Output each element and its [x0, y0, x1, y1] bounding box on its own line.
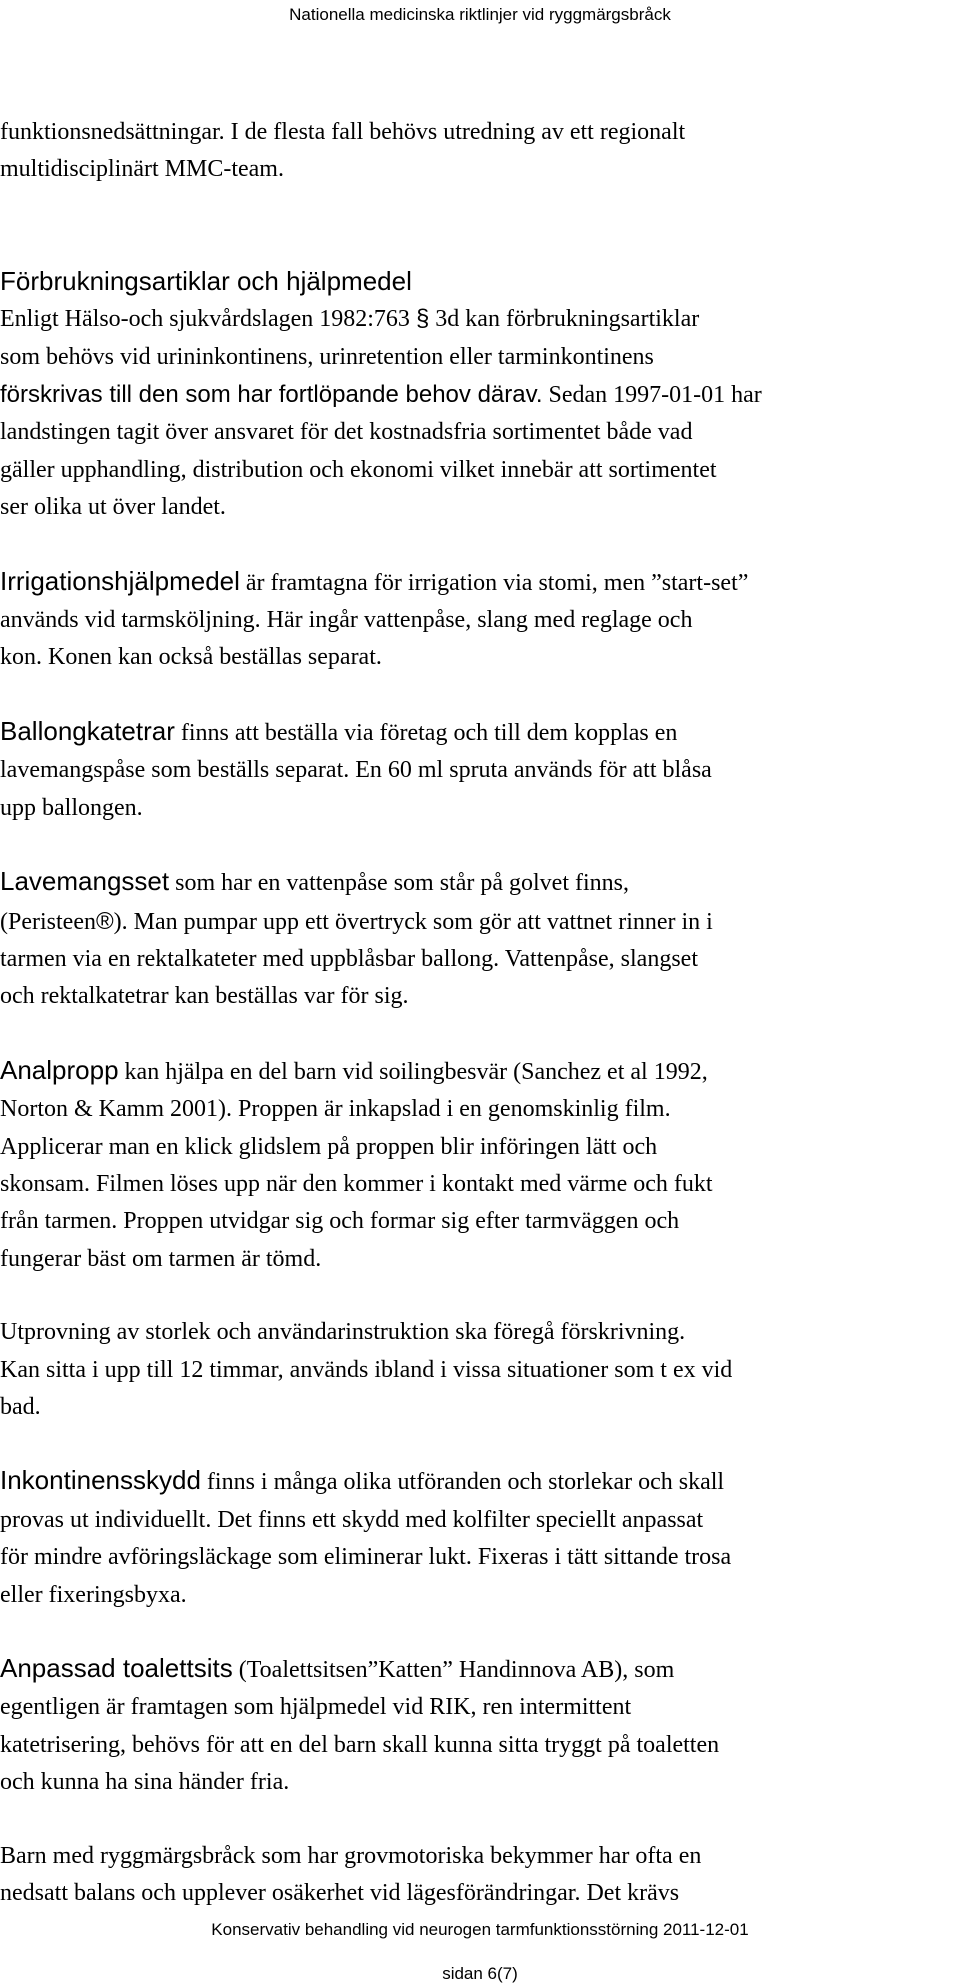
- text-line: tarmen via en rektalkateter med uppblåsbar ballong. Vattenpåse, slangset: [0, 945, 698, 972]
- text-line: och rektalkatetrar kan beställas var för sig.: [0, 983, 409, 1010]
- motor-paragraph: [0, 1838, 960, 1913]
- text-segment: som har en vattenpåse som står på golvet finns,: [169, 870, 629, 897]
- text-line: Kan sitta i upp till 12 timmar, används ibland i vissa situationer som t ex vid: [0, 1356, 733, 1383]
- text-line: lavemangspåse som beställs separat. En 60 ml spruta används för att blåsa: [0, 757, 712, 784]
- text-line: eller fixeringsbyxa.: [0, 1581, 187, 1608]
- text-line: Applicerar man en klick glidslem på proppen blir införingen lätt och: [0, 1133, 658, 1160]
- text-line: multidisciplinärt MMC-team.: [0, 156, 284, 183]
- paragraph-spacer: [0, 1016, 960, 1052]
- text-line: upp ballongen.: [0, 794, 143, 821]
- text-line: kon. Konen kan också beställas separat.: [0, 644, 382, 671]
- toilet-seat-paragraph: [0, 1650, 960, 1802]
- text-segment: 3d kan förbrukningsartiklar: [429, 306, 700, 333]
- running-header: Nationella medicinska riktlinjer vid ryggmärgsbråck: [289, 5, 671, 24]
- irrigation-paragraph: [0, 563, 960, 677]
- text-segment: finns att beställa via företag och till dem kopplas en: [174, 719, 678, 746]
- text-line: [0, 1052, 960, 1091]
- balloon-paragraph: [0, 713, 960, 827]
- text-line: [0, 1650, 960, 1689]
- text-line: fungerar bäst om tarmen är tömd.: [0, 1245, 322, 1272]
- footer-title: Konservativ behandling vid neurogen tarmfunktionsstörning 2011-12-01: [211, 1920, 749, 1939]
- text-line: som behövs vid urininkontinens, urinretention eller tarminkontinens: [0, 343, 654, 370]
- text-line: [0, 863, 960, 902]
- text-line: egentligen är framtagen som hjälpmedel vid RIK, ren intermittent: [0, 1694, 632, 1721]
- text-line: Utprovning av storlek och användarinstruktion ska föregå förskrivning.: [0, 1319, 686, 1346]
- text-line: nedsatt balans och upplever osäkerhet vid lägesförändringar. Det krävs: [0, 1880, 680, 1907]
- paragraph-spacer: [0, 1426, 960, 1462]
- text-line: funktionsnedsättningar. I de flesta fall behövs utredning av ett regionalt: [0, 119, 686, 145]
- lead-term: Ballongkatetrar: [0, 715, 175, 746]
- text-line: Barn med ryggmärgsbråck som har grovmotoriska bekymmer har ofta en: [0, 1842, 702, 1869]
- text-segment: finns i många olika utföranden och storlekar och skall: [200, 1469, 725, 1496]
- intro-paragraph: [0, 114, 960, 189]
- lead-term: Lavemangsset: [0, 866, 170, 897]
- lead-term: Inkontinensskydd: [0, 1465, 201, 1496]
- text-line: [0, 1462, 960, 1501]
- registered-mark: ®: [95, 907, 114, 935]
- paragraph-spacer: [0, 1802, 960, 1838]
- text-segment: är framtagna för irrigation via stomi, men ”start-set”: [239, 569, 749, 596]
- text-line: [0, 903, 960, 941]
- text-line: används vid tarmsköljning. Här ingår vattenpåse, slang med reglage och: [0, 607, 693, 634]
- text-line: för mindre avföringsläckage som eliminerar lukt. Fixeras i tätt sittande trosa: [0, 1544, 732, 1571]
- text-line: från tarmen. Proppen utvidgar sig och formar sig efter tarmväggen och: [0, 1208, 680, 1235]
- text-line: Norton & Kamm 2001). Proppen är inkapslad i en genomskinlig film.: [0, 1096, 671, 1123]
- text-line: och kunna ha sina händer fria.: [0, 1769, 290, 1796]
- anal-plug-paragraph: [0, 1052, 960, 1278]
- text-line: [0, 376, 960, 414]
- paragraph-spacer: [0, 1614, 960, 1650]
- text-line: provas ut individuellt. Det finns ett skydd med kolfilter speciellt anpassat: [0, 1506, 704, 1533]
- text-line: landstingen tagit över ansvaret för det kostnadsfria sortimentet både vad: [0, 419, 693, 446]
- text-segment: (Peristeen: [0, 908, 96, 935]
- text-line: gäller upphandling, distribution och ekonomi vilket innebär att sortimentet: [0, 456, 717, 483]
- paragraph-spacer: [0, 677, 960, 713]
- paragraph-spacer: [0, 189, 960, 263]
- section-heading: Förbrukningsartiklar och hjälpmedel: [0, 265, 412, 296]
- supplies-section: [0, 263, 960, 527]
- text-line: [0, 563, 960, 602]
- text-line: katetrisering, behövs för att en del barn skall kunna sitta tryggt på toaletten: [0, 1731, 720, 1758]
- text-line: [0, 300, 960, 338]
- text-segment: ). Man pumpar upp ett övertryck som gör att vattnet rinner in i: [113, 908, 713, 935]
- text-line: [0, 713, 960, 752]
- paragraph-spacer: [0, 827, 960, 863]
- incontinence-paragraph: [0, 1462, 960, 1614]
- text-line: bad.: [0, 1393, 41, 1420]
- text-segment: kan hjälpa en del barn vid soilingbesvär (Sanchez et al 1992,: [118, 1058, 708, 1085]
- paragraph-spacer: [0, 1278, 960, 1314]
- text-line: ser olika ut över landet.: [0, 494, 226, 521]
- enema-paragraph: [0, 863, 960, 1016]
- text-segment: (Toalettsitsen”Katten” Handinnova AB), som: [232, 1657, 675, 1683]
- text-line: skonsam. Filmen löses upp när den kommer i kontakt med värme och fukt: [0, 1170, 713, 1197]
- lead-term: Analpropp: [0, 1054, 119, 1085]
- lead-term: Irrigationshjälpmedel: [0, 565, 240, 596]
- text-segment: Enligt Hälso-och sjukvårdslagen 1982:763: [0, 306, 416, 333]
- text-segment: Sedan 1997-01-01 har: [542, 382, 762, 409]
- document-body: [0, 114, 960, 1912]
- paragraph-spacer: [0, 527, 960, 563]
- page-number: sidan 6(7): [442, 1964, 518, 1983]
- section-symbol: §: [415, 305, 430, 333]
- text-segment: förskrivas till den som har fortlöpande behov därav.: [0, 381, 543, 409]
- trial-paragraph: [0, 1314, 960, 1426]
- lead-term: Anpassad toalettsits: [0, 1653, 233, 1683]
